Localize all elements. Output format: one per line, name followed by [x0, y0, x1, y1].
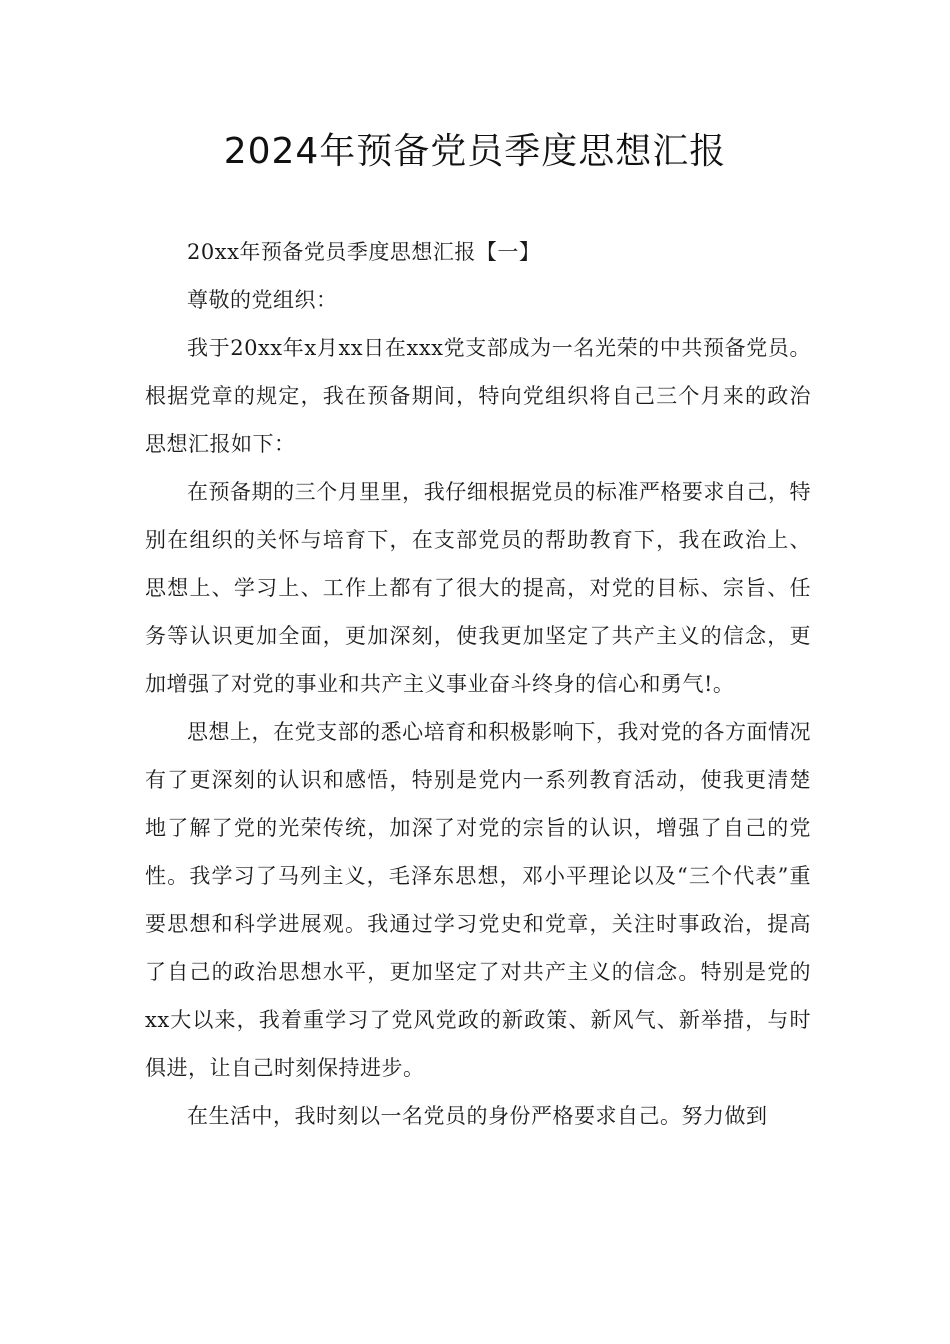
- document-title: 2024年预备党员季度思想汇报: [223, 131, 727, 172]
- paragraph-subtitle: 20xx年预备党员季度思想汇报【一】: [187, 240, 541, 264]
- paragraph-life: 在生活中，我时刻以一名党员的身份严格要求自己。努力做到: [187, 1104, 768, 1128]
- paragraph-intro: 我于20xx年x月xx日在xxx党支部成为一名光荣的中共预备党员。根据党章的规定，我在预备期间，特向党组织将自己三个月来的政治思想汇报如下：: [145, 336, 811, 456]
- paragraph-thought: 思想上，在党支部的悉心培育和积极影响下，我对党的各方面情况有了更深刻的认识和感悟，特别是党内一系列教育活动，使我更清楚地了解了党的光荣传统，加深了对党的宗旨的认识，增强了自己的党性。我学习了马列主义，毛泽东思想，邓小平理论以及“三个代表”重要思想和科学进展观。我通过学习党史和党章，关注时事政治，提高了自己的政治思想水平，更加坚定了对共产主义的信念。特别是党的xx大以来，我着重学习了党风党政的新政策、新风气、新举措，与时俱进，让自己时刻保持进步。: [145, 720, 811, 1080]
- paragraph-probation: 在预备期的三个月里里，我仔细根据党员的标准严格要求自己，特别在组织的关怀与培育下，在支部党员的帮助教育下，我在政治上、思想上、学习上、工作上都有了很大的提高，对党的目标、宗旨、任务等认识更加全面，更加深刻，使我更加坚定了共产主义的信念，更加增强了对党的事业和共产主义事业奋斗终身的信心和勇气!。: [145, 480, 811, 696]
- document-body: [145, 228, 811, 1140]
- paragraph-salutation: 尊敬的党组织：: [187, 288, 338, 312]
